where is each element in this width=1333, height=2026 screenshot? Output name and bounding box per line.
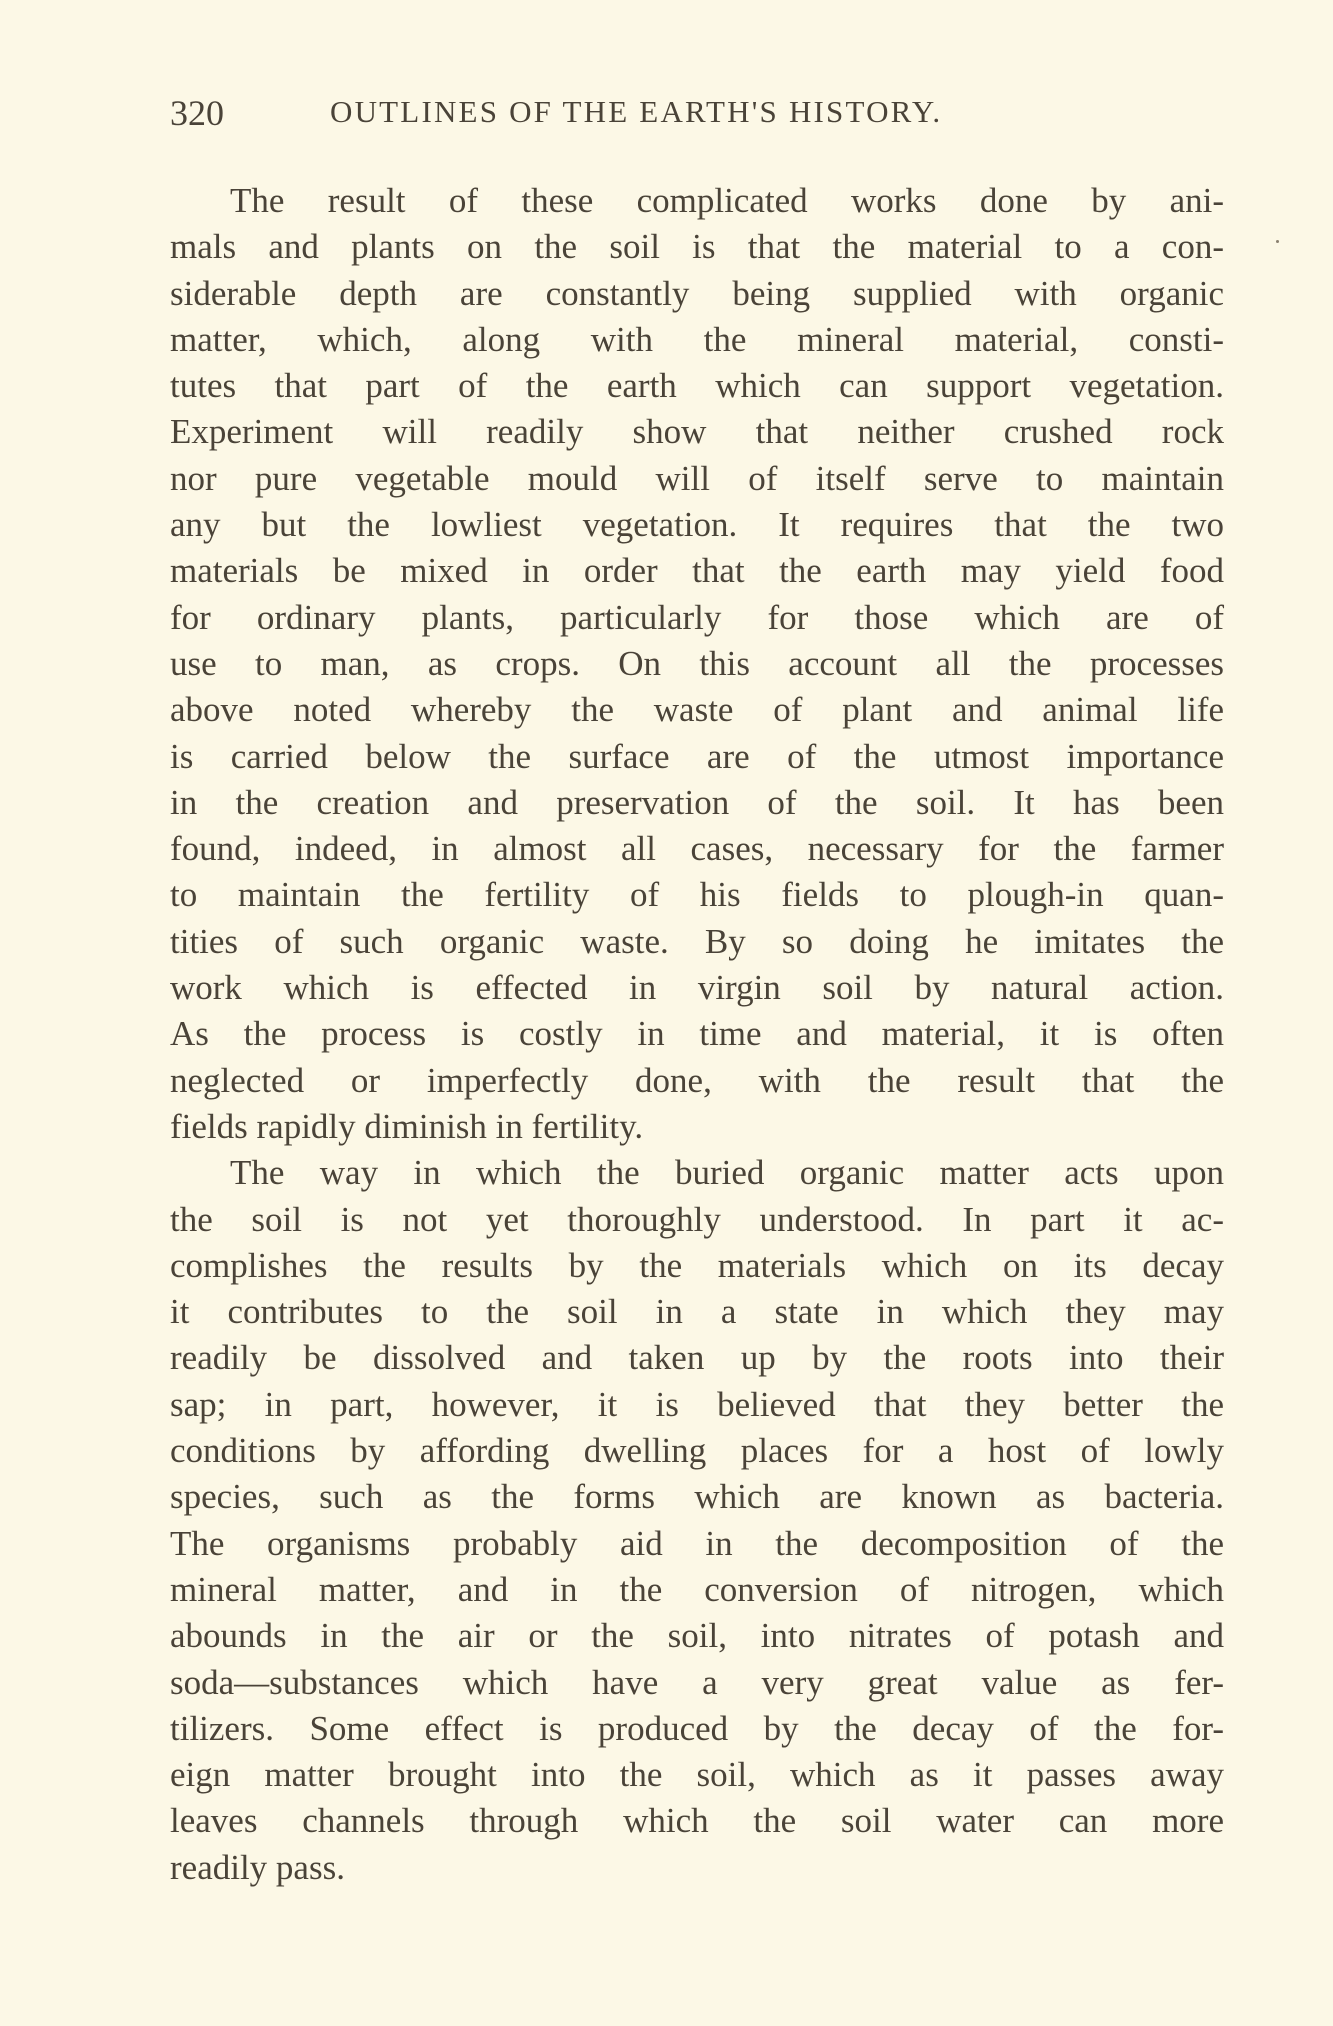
text-line: mals and plants on the soil is that the material to a con- [170,227,1224,267]
text-line: found, indeed, in almost all cases, necessary for the farmer [170,829,1224,869]
text-line: any but the lowliest vegetation. It requires that the two [170,505,1224,545]
text-line: neglected or imperfectly done, with the result that the [170,1060,1224,1100]
text-line: conditions by affording dwelling places for a host of lowly [170,1431,1224,1471]
text-line: soda—substances which have a very great value as fer- [170,1662,1224,1702]
text-line: readily pass. [170,1847,345,1887]
text-line: The way in which the buried organic matter acts upon [230,1153,1224,1193]
text-line: tilizers. Some effect is produced by the decay of the for- [170,1708,1224,1748]
text-line: readily be dissolved and taken up by the roots into their [170,1338,1224,1378]
text-line: nor pure vegetable mould will of itself serve to maintain [170,458,1224,498]
text-line: use to man, as crops. On this account all the processes [170,643,1224,683]
scan-speck [1276,240,1279,243]
paragraph [170,1150,1224,1891]
text-line: in the creation and preservation of the soil. It has been [170,782,1224,822]
text-line: leaves channels through which the soil water can more [170,1801,1224,1841]
text-line: complishes the results by the materials which on its decay [170,1245,1224,1285]
text-line: As the process is costly in time and material, it is often [170,1014,1224,1054]
text-line: siderable depth are constantly being supplied with organic [170,273,1224,313]
running-title: OUTLINES OF THE EARTH'S HISTORY. [330,94,943,129]
text-line: eign matter brought into the soil, which as it passes away [170,1755,1224,1795]
text-line: the soil is not yet thoroughly understood. In part it ac- [170,1199,1224,1239]
text-line: fields rapidly diminish in fertility. [170,1106,644,1146]
text-line: tities of such organic waste. By so doing he imitates the [170,921,1224,961]
text-line: The organisms probably aid in the decomposition of the [170,1523,1224,1563]
text-line: sap; in part, however, it is believed that they better the [170,1384,1224,1424]
text-line: above noted whereby the waste of plant and animal life [170,690,1224,730]
text-line: work which is effected in virgin soil by natural action. [170,968,1224,1008]
text-line: materials be mixed in order that the earth may yield food [170,551,1224,591]
paragraph [170,178,1224,1150]
page-body [170,178,1224,1891]
text-line: abounds in the air or the soil, into nitrates of potash and [170,1616,1224,1656]
running-header [170,92,1224,136]
page-number: 320 [170,93,224,133]
text-line: to maintain the fertility of his fields to plough-in quan- [170,875,1224,915]
text-line: mineral matter, and in the conversion of nitrogen, which [170,1569,1224,1609]
text-line: Experiment will readily show that neither crushed rock [170,412,1224,452]
text-line: matter, which, along with the mineral material, consti- [170,319,1224,359]
text-line: tutes that part of the earth which can support vegetation. [170,366,1224,406]
text-line: The result of these complicated works done by ani- [230,181,1224,220]
text-line: it contributes to the soil in a state in which they may [170,1292,1224,1332]
text-line: species, such as the forms which are known as bacteria. [170,1477,1224,1517]
text-line: for ordinary plants, particularly for those which are of [170,597,1224,637]
text-line: is carried below the surface are of the utmost importance [170,736,1224,776]
